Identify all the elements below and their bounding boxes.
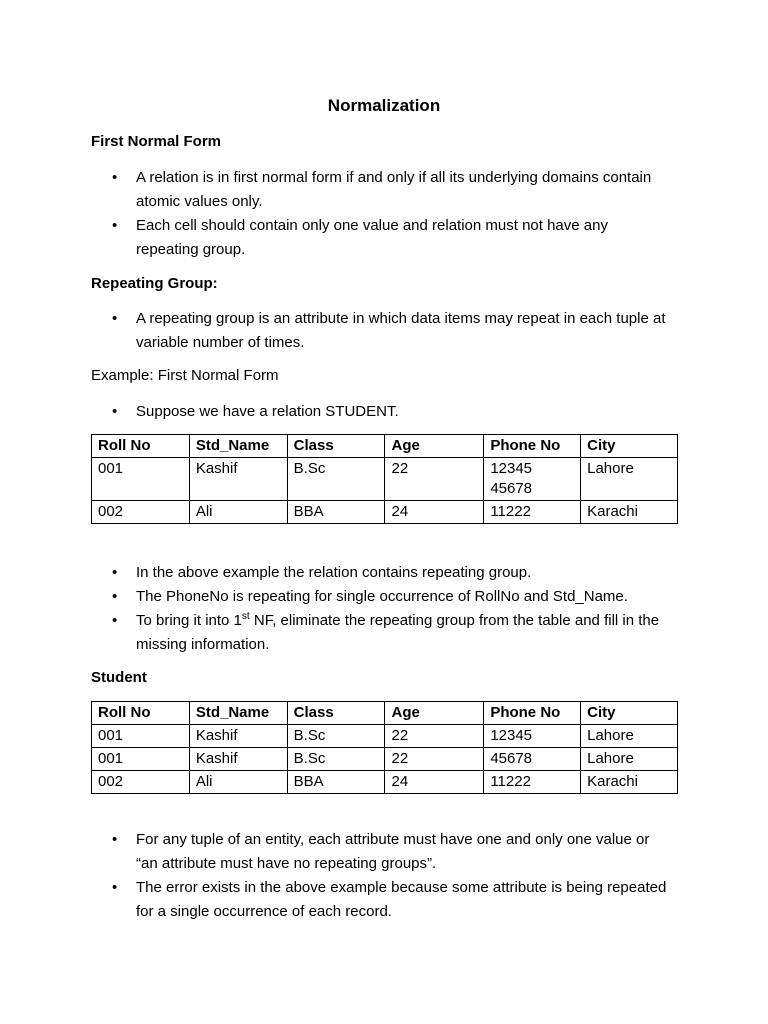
bullet-icon: • — [112, 612, 118, 629]
bullet-icon: • — [112, 879, 118, 896]
table-row — [92, 725, 678, 748]
bullet-icon: • — [112, 310, 118, 327]
section-heading-first-normal-form: First Normal Form — [91, 133, 222, 150]
section-heading-repeating-group: Repeating Group: — [91, 275, 218, 292]
bullet-icon: • — [112, 217, 118, 234]
table-cell — [484, 458, 581, 501]
column-header-std-name: Std_Name — [189, 702, 287, 725]
first-normal-form-bullets — [112, 166, 672, 262]
table-cell: 22 — [385, 458, 484, 501]
phone-value: 45678 — [490, 480, 533, 497]
student-table-normalized — [91, 701, 678, 794]
table-row — [92, 501, 678, 524]
list-item: • A relation is in first normal form if and only if all its underlying domains contain atomic values only. — [112, 166, 672, 214]
bullet-icon: • — [112, 831, 118, 848]
example-bullets — [112, 400, 672, 424]
table-cell: BBA — [287, 771, 385, 794]
table-row — [92, 458, 678, 501]
student-table-unnormalized — [91, 434, 678, 524]
table-cell: Lahore — [581, 725, 678, 748]
list-item: • A repeating group is an attribute in which data items may repeat in each tuple at variable number of times. — [112, 307, 672, 355]
table-cell: Kashif — [189, 748, 287, 771]
list-item: • For any tuple of an entity, each attribute must have one and only one value or “an attribute must have no repeating groups”. — [112, 828, 672, 876]
table-cell: 22 — [385, 748, 484, 771]
bullet-icon: • — [112, 403, 118, 420]
column-header-city: City — [581, 435, 678, 458]
column-header-roll-no: Roll No — [92, 435, 190, 458]
conclusion-bullets — [112, 828, 672, 924]
column-header-class: Class — [287, 702, 385, 725]
table-cell: Lahore — [581, 458, 678, 501]
table-cell: Ali — [189, 771, 287, 794]
column-header-age: Age — [385, 435, 484, 458]
table-cell: Kashif — [189, 725, 287, 748]
ordinal-superscript: st — [241, 611, 250, 622]
table-cell: Karachi — [581, 771, 678, 794]
table-row — [92, 748, 678, 771]
table-cell: 001 — [92, 458, 190, 501]
table-header-row — [92, 435, 678, 458]
table-cell: 001 — [92, 748, 190, 771]
list-item: • In the above example the relation contains repeating group. — [112, 561, 672, 585]
bullet-icon: • — [112, 169, 118, 186]
column-header-roll-no: Roll No — [92, 702, 190, 725]
table-cell: 11222 — [484, 501, 581, 524]
table-cell: 24 — [385, 771, 484, 794]
table-cell: Karachi — [581, 501, 678, 524]
bullet-icon: • — [112, 588, 118, 605]
table-cell: Kashif — [189, 458, 287, 501]
column-header-city: City — [581, 702, 678, 725]
table-cell: 002 — [92, 501, 190, 524]
column-header-class: Class — [287, 435, 385, 458]
table-row — [92, 771, 678, 794]
list-item: • The PhoneNo is repeating for single occurrence of RollNo and Std_Name. — [112, 585, 672, 609]
table-cell: B.Sc — [287, 725, 385, 748]
list-item: • The error exists in the above example because some attribute is being repeated for a single occurrence of each record. — [112, 876, 672, 924]
table-cell: 001 — [92, 725, 190, 748]
repeating-group-bullets — [112, 307, 672, 355]
table-cell: Ali — [189, 501, 287, 524]
list-item: • To bring it into 1st NF, eliminate the repeating group from the table and fill in the missing information. — [112, 611, 660, 653]
column-header-phone-no: Phone No — [484, 435, 581, 458]
example-label: Example: First Normal Form — [91, 367, 279, 384]
table-cell: 12345 — [484, 725, 581, 748]
column-header-std-name: Std_Name — [189, 435, 287, 458]
table-cell: 002 — [92, 771, 190, 794]
list-item: • Suppose we have a relation STUDENT. — [112, 400, 672, 424]
column-header-phone-no: Phone No — [484, 702, 581, 725]
phone-value: 12345 — [490, 460, 533, 477]
bullet-icon: • — [112, 564, 118, 581]
table-cell: 22 — [385, 725, 484, 748]
table-cell: 45678 — [484, 748, 581, 771]
table-cell: 11222 — [484, 771, 581, 794]
column-header-age: Age — [385, 702, 484, 725]
table-cell: B.Sc — [287, 458, 385, 501]
section-heading-student: Student — [91, 669, 147, 686]
table-cell: 24 — [385, 501, 484, 524]
page-title: Normalization — [327, 96, 441, 115]
table-cell: BBA — [287, 501, 385, 524]
table-cell: B.Sc — [287, 748, 385, 771]
table-header-row — [92, 702, 678, 725]
list-item: • Each cell should contain only one value and relation must not have any repeating group. — [112, 214, 672, 262]
table-cell: Lahore — [581, 748, 678, 771]
analysis-bullets — [112, 561, 672, 657]
